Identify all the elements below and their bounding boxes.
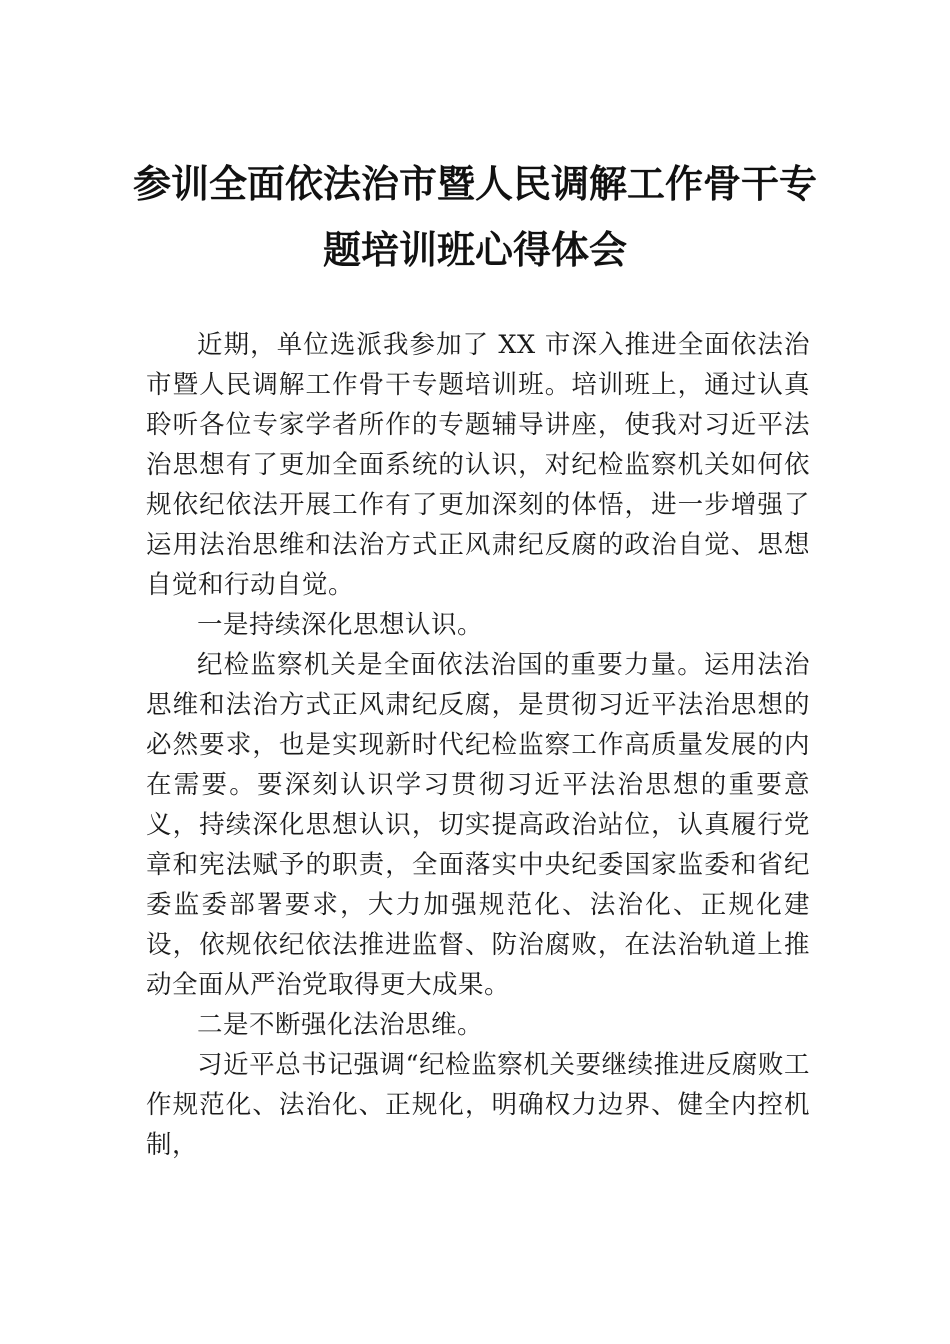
intro-paragraph: 近期，单位选派我参加了 XX 市深入推进全面依法治市暨人民调解工作骨干专题培训班。培训班上，通过认真聆听各位专家学者所作的专题辅导讲座，使我对习近平法治思想有了更加全面系统的认识，对纪检监察机关如何依规依纪依法开展工作有了更加深刻的体悟，进一步增强了运用法治思维和法治方式正风肃纪反腐的政治自觉、思想自觉和行动自觉。 [146, 330, 810, 600]
section-1-paragraph: 纪检监察机关是全面依法治国的重要力量。运用法治思维和法治方式正风肃纪反腐，是贯彻习近平法治思想的必然要求，也是实现新时代纪检监察工作高质量发展的内在需要。要深刻认识学习贯彻习近平法治思想的重要意义，持续深化思想认识，切实提高政治站位，认真履行党章和宪法赋予的职责，全面落实中央纪委国家监委和省纪委监委部署要求，大力加强规范化、法治化、正规化建设，依规依纪依法推进监督、防治腐败，在法治轨道上推动全面从严治党取得更大成果。 [146, 650, 810, 1000]
section-heading-2: 二是不断强化法治思维。 [197, 1010, 484, 1040]
document-body [146, 325, 810, 1165]
document-title-line-1: 参训全面依法治市暨人民调解工作骨干专 [132, 161, 817, 206]
document-title-line-2: 题培训班心得体会 [322, 227, 627, 272]
section-2-paragraph: 习近平总书记强调“纪检监察机关要继续推进反腐败工作规范化、法治化、正规化，明确权力边界、健全内控机制， [146, 1050, 810, 1160]
section-heading-1: 一是持续深化思想认识。 [197, 610, 484, 640]
